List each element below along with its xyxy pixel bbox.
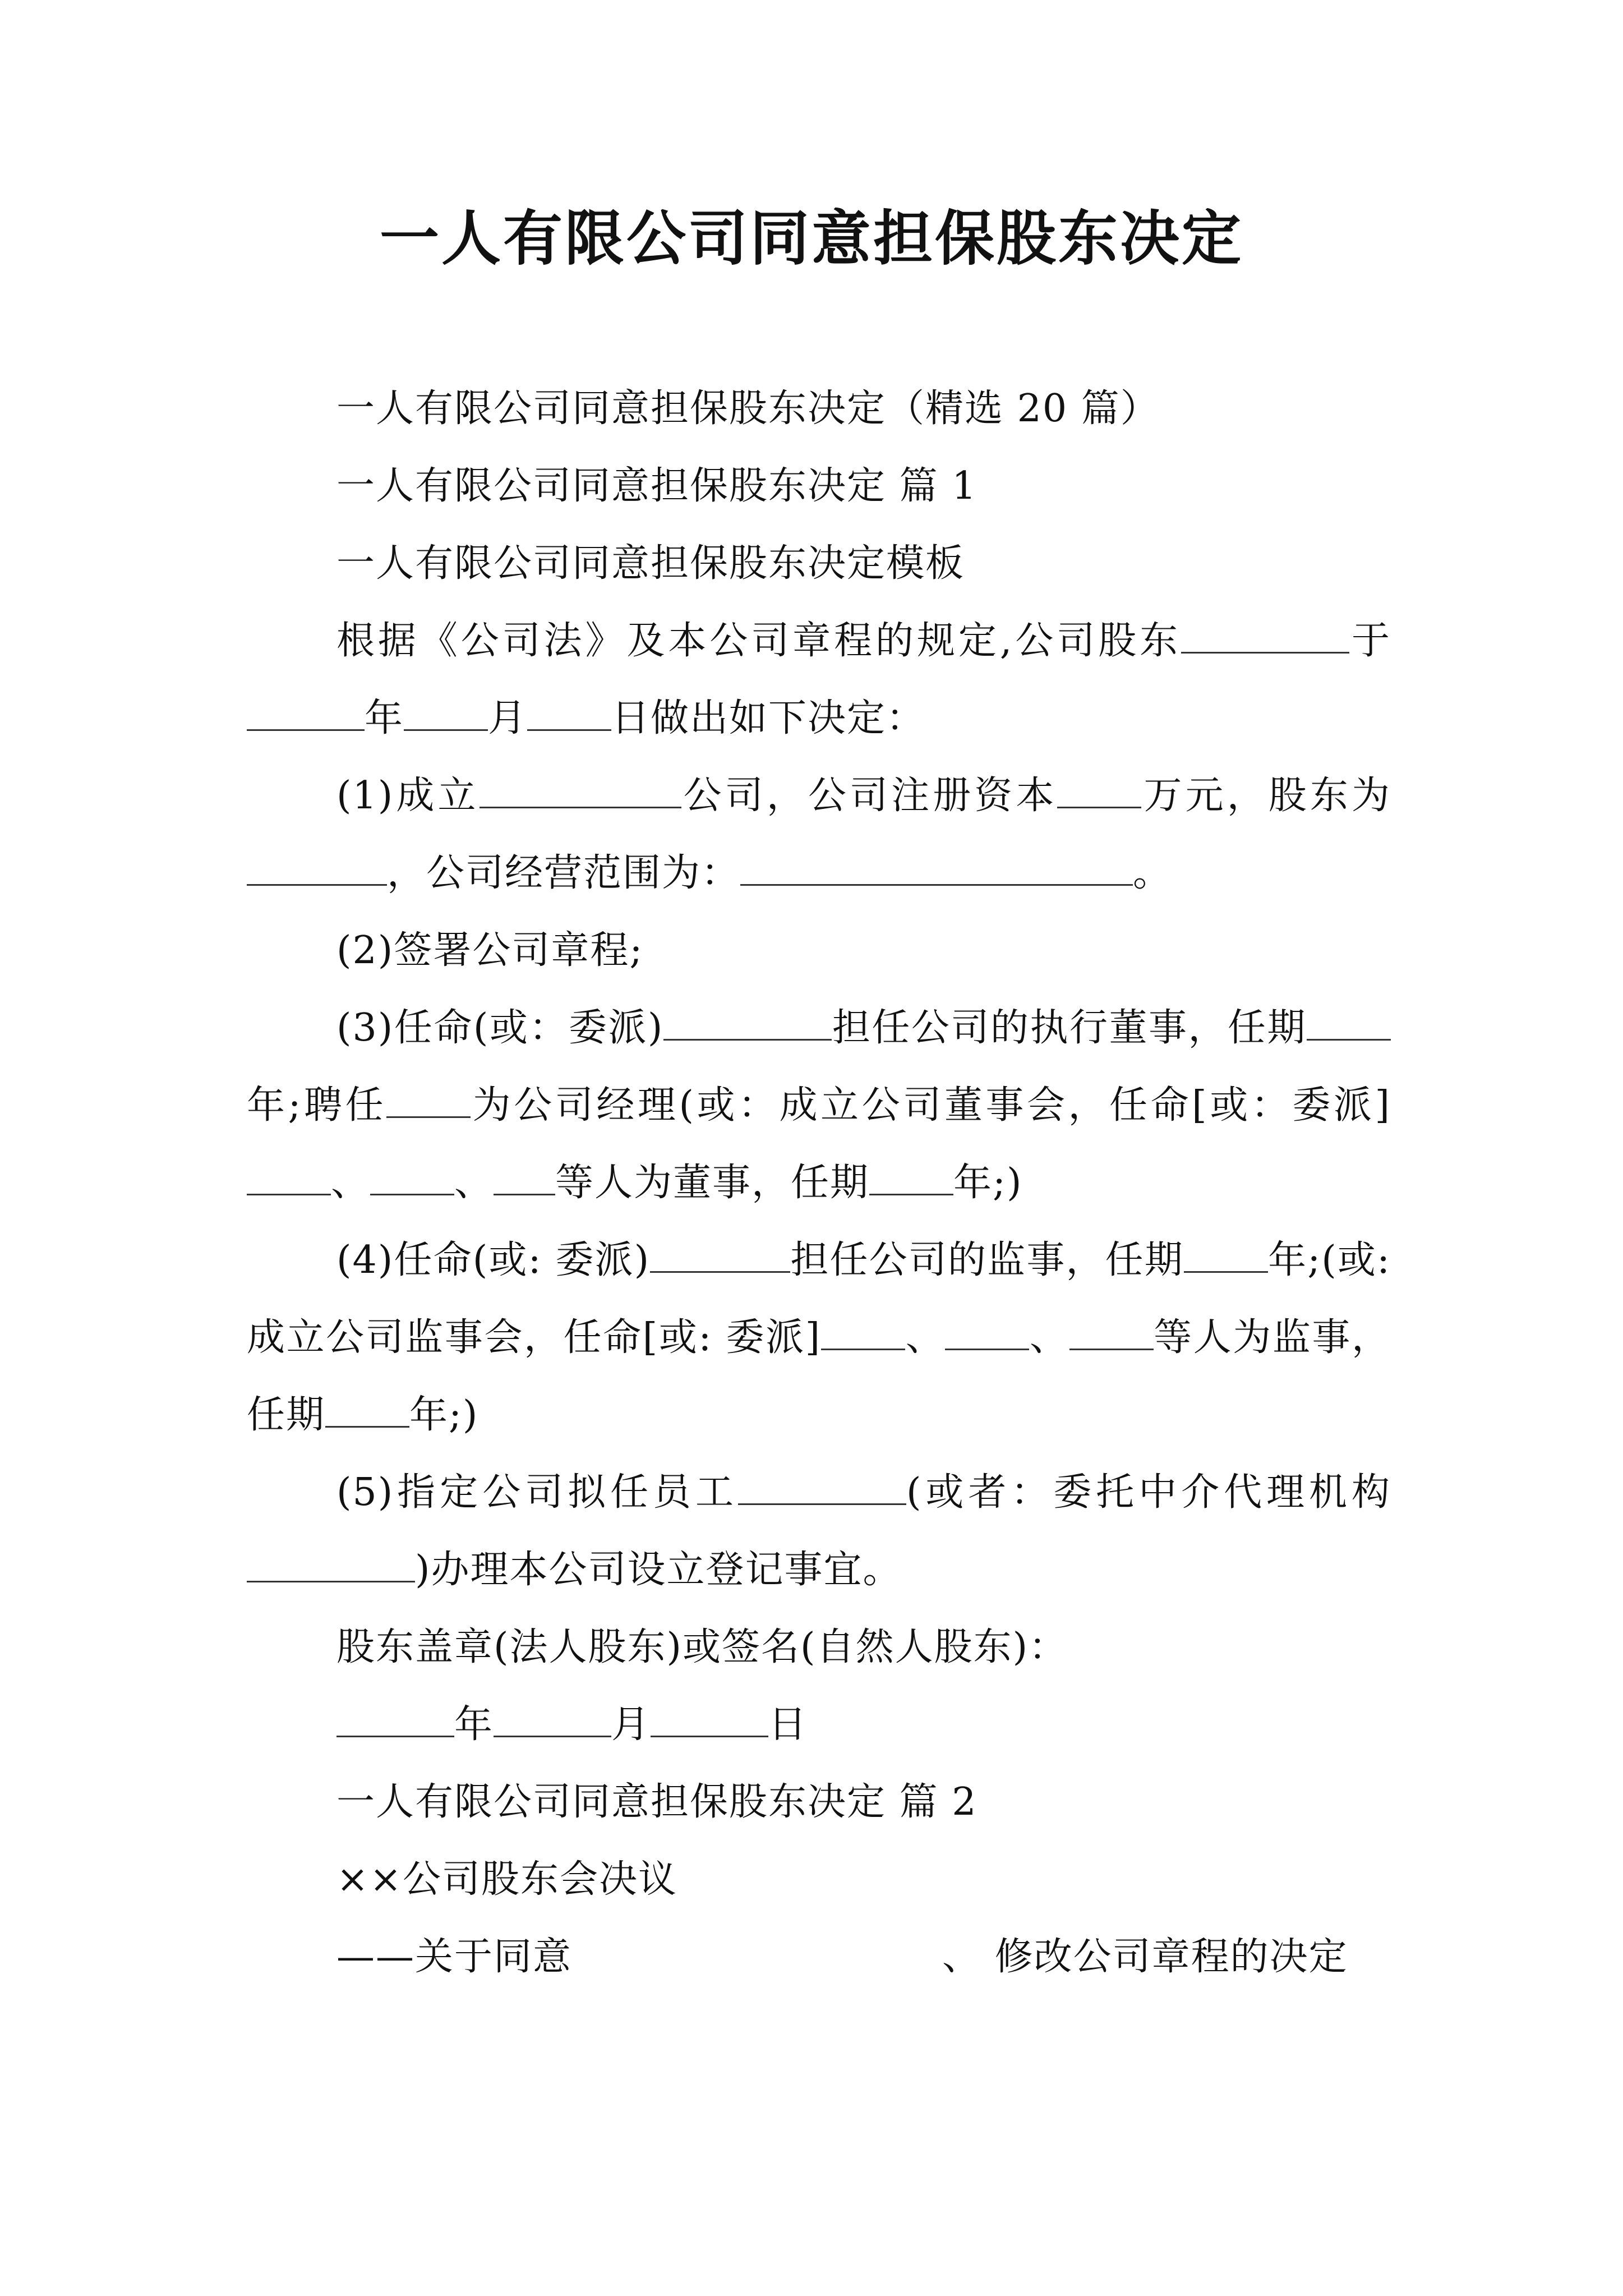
blank-field [821,1312,905,1350]
paragraph-resolution-title: ××公司股东会决议 [336,1857,677,1902]
blank-field [1069,1312,1154,1350]
paragraph-item-5 [247,1454,1391,1609]
text-segment: 担任公司的执行董事，任期 [832,1006,1307,1050]
text-segment: 、 [454,1161,494,1205]
text-segment: 月 [488,696,528,740]
paragraph-signature-line: 股东盖章(法人股东)或签名(自然人股东)： [336,1625,1068,1669]
text-segment: 年;(或: 成立公司监事会，任命[或: 委派] [247,1238,1391,1360]
text-segment: 、 修改公司章程的决定 [942,1935,1348,1979]
text-segment: 、 [905,1315,946,1360]
blank-field [247,1544,415,1582]
document-body [247,370,1391,1996]
text-segment: ，公司经营范围为： [387,851,741,895]
blank-field [738,1467,906,1505]
blank-field [325,1389,409,1428]
blank-field [386,1080,471,1118]
text-segment: 等人为监事，任期 [247,1315,1391,1437]
blank-field [1181,615,1349,654]
text-segment: 、 [331,1161,371,1205]
text-segment: 年;聘任 [247,1083,387,1128]
blank-field [404,693,488,731]
text-segment: 年;) [409,1393,479,1437]
blank-field [1057,770,1141,808]
blank-field [651,1699,768,1737]
paragraph-section-2-heading: 一人有限公司同意担保股东决定 篇 2 [336,1780,978,1824]
text-segment: 等人为董事，任期 [555,1161,870,1205]
text-segment: 为公司经理(或：成立公司董事会，任命[或：委派] [471,1083,1391,1128]
blank-field [494,1157,555,1195]
blank-field [247,848,387,886]
paragraph-date-line [247,1686,1391,1764]
paragraph-section-1-heading: 一人有限公司同意担保股东决定 篇 1 [336,464,978,508]
paragraph-item-4 [247,1222,1391,1454]
text-segment: 年;) [953,1161,1023,1205]
blank-field [1307,1002,1391,1041]
text-segment: 于 [1349,619,1391,663]
blank-field [740,848,1133,886]
text-segment: ——关于同意 [336,1935,573,1979]
text-segment: (或者：委托中介代理机构 [906,1470,1391,1515]
text-segment: (4)任命(或: 委派) [336,1238,651,1282]
paragraph-legal-basis [247,602,1391,757]
blank-field [494,1699,611,1737]
blank-field [336,1699,454,1737]
blank-field [663,1002,832,1041]
text-segment: 万元，股东为 [1141,774,1391,818]
paragraph-item-1 [247,757,1391,912]
text-segment: 根据《公司法》及本公司章程的规定,公司股东 [336,619,1182,663]
blank-field [945,1312,1029,1350]
text-segment: 公司，公司注册资本 [681,774,1058,818]
paragraph-item-2: (2)签署公司章程; [336,928,644,973]
text-segment: 、 [1029,1315,1069,1360]
paragraph-item-3 [247,990,1391,1222]
blank-field [479,770,681,808]
text-segment: )办理本公司设立登记事宜。 [415,1548,902,1592]
text-segment: 年 [365,696,404,740]
text-segment: 月 [611,1703,651,1747]
blank-field [650,1235,790,1273]
text-segment: (5)指定公司拟任员工 [336,1470,738,1515]
blank-field [1184,1235,1268,1273]
blank-field [869,1157,953,1195]
blank-field [370,1157,454,1195]
blank-field [527,693,611,731]
text-segment: 。 [1133,851,1173,895]
text-segment: 日 [768,1703,808,1747]
paragraph-resolution-subtitle [247,1918,1391,1996]
blank-field [247,1157,331,1195]
text-segment: (1)成立 [336,774,479,818]
paragraph-subtitle: 一人有限公司同意担保股东决定（精选 20 篇） [336,386,1160,431]
document-title: 一人有限公司同意担保股东决定 [380,203,1243,273]
text-segment: (3)任命(或：委派) [336,1006,664,1050]
paragraph-template-heading: 一人有限公司同意担保股东决定模板 [336,541,965,586]
text-segment: 日做出如下决定： [611,696,926,740]
text-segment: 担任公司的监事，任期 [790,1238,1184,1282]
text-segment: 年 [454,1703,494,1747]
blank-field [247,693,365,731]
